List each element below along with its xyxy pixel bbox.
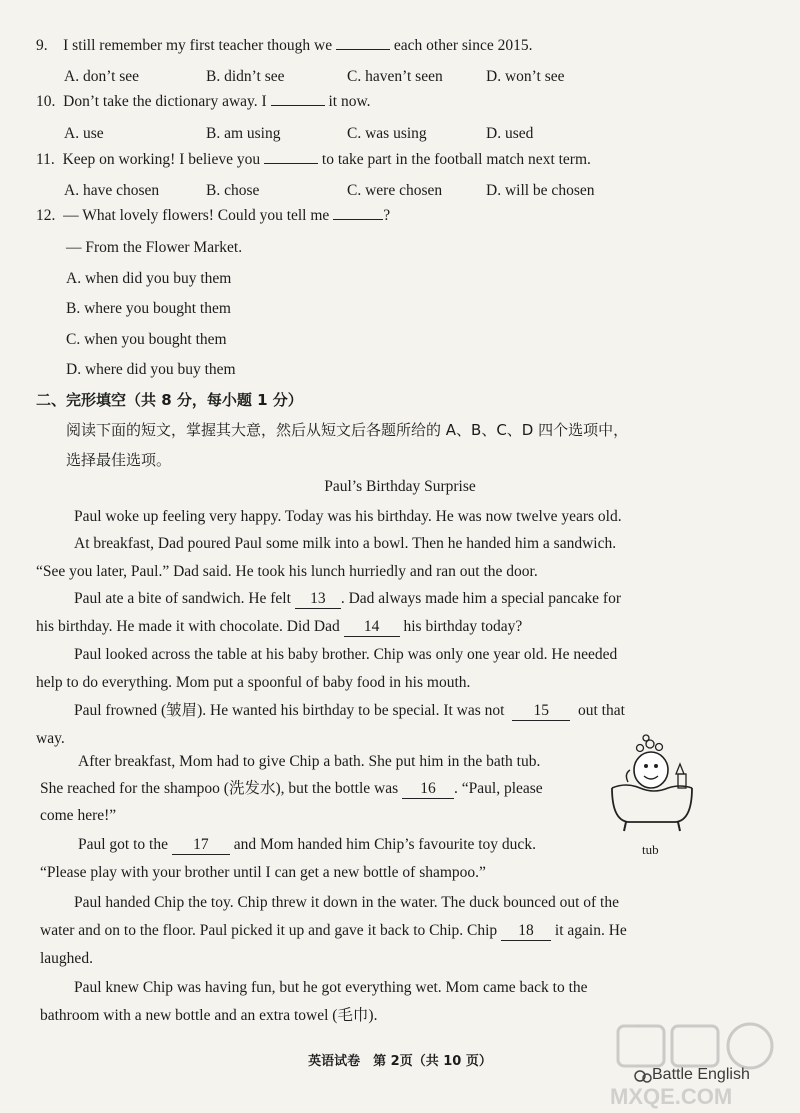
passage-line: Paul got to the 17 and Mom handed him Chip’s favourite toy duck.: [78, 836, 536, 853]
passage-line: water and on to the floor. Paul picked it up and gave it back to Chip. Chip 18 it again. He: [40, 922, 627, 939]
option-a: A. have chosen: [64, 182, 160, 199]
section-instruction: 选择最佳选项。: [66, 451, 172, 469]
cloze-blank-18: 18: [501, 922, 551, 941]
option-c: C. haven’t seen: [347, 68, 443, 85]
watermark-text: Battle English: [652, 1066, 750, 1083]
passage-line: Paul woke up feeling very happy. Today was his birthday. He was now twelve years old.: [74, 508, 622, 525]
svg-text:MXQE.COM: MXQE.COM: [610, 1084, 733, 1109]
passage-line: Paul handed Chip the toy. Chip threw it down in the water. The duck bounced out of the: [74, 894, 619, 911]
question-10: 10. Don’t take the dictionary away. I it now.: [36, 93, 371, 110]
passage-line: way.: [36, 730, 65, 747]
bathtub-illustration: [606, 734, 698, 834]
option-d: D. won’t see: [486, 68, 565, 85]
option-d: D. will be chosen: [486, 182, 595, 199]
cloze-blank-14: 14: [344, 618, 400, 637]
passage-line: Paul ate a bite of sandwich. He felt 13 . Dad always made him a special pancake for: [74, 590, 621, 607]
question-number: 9.: [36, 37, 48, 54]
option-b: B. where you bought them: [66, 300, 231, 317]
passage-line: She reached for the shampoo (洗发水), but the bottle was 16 . “Paul, please: [40, 780, 543, 797]
cloze-blank-15: 15: [512, 702, 570, 721]
section-instruction: 阅读下面的短文，掌握其大意，然后从短文后各题所给的 A、B、C、D 四个选项中，: [66, 421, 629, 439]
option-c: C. when you bought them: [66, 331, 227, 348]
question-number: 10.: [36, 93, 56, 110]
passage-line: help to do everything. Mom put a spoonful of baby food in his mouth.: [36, 674, 471, 691]
passage-line: Paul frowned (皱眉). He wanted his birthday to be special. It was not 15 out that: [74, 702, 625, 719]
illustration-label: tub: [642, 842, 659, 857]
option-b: B. am using: [206, 125, 281, 142]
passage-line: come here!”: [40, 807, 117, 824]
question-12: 12. — What lovely flowers! Could you tell me ?: [36, 207, 391, 224]
question-9: 9. I still remember my first teacher though we each other since 2015.: [36, 37, 533, 54]
answer-blank: [271, 105, 325, 106]
section-heading: 二、完形填空（共 8 分，每小题 1 分）: [36, 391, 303, 409]
passage-line: “Please play with your brother until I can get a new bottle of shampoo.”: [40, 864, 486, 881]
question-11: 11. Keep on working! I believe you to take part in the football match next term.: [36, 151, 591, 168]
option-d: D. used: [486, 125, 534, 142]
passage-line: Paul knew Chip was having fun, but he got everything wet. Mom came back to the: [74, 979, 588, 996]
passage-line: his birthday. He made it with chocolate. Did Dad 14 his birthday today?: [36, 618, 523, 635]
answer-blank: [336, 49, 390, 50]
passage-title: Paul’s Birthday Surprise: [324, 478, 476, 495]
cloze-blank-17: 17: [172, 836, 230, 855]
dialogue-line: — From the Flower Market.: [66, 239, 243, 256]
passage-line: “See you later, Paul.” Dad said. He took his lunch hurriedly and ran out the door.: [36, 563, 538, 580]
answer-blank: [333, 219, 383, 220]
option-d: D. where did you buy them: [66, 361, 236, 378]
cloze-blank-16: 16: [402, 780, 454, 799]
answer-blank: [264, 163, 318, 164]
option-c: C. were chosen: [347, 182, 443, 199]
option-c: C. was using: [347, 125, 427, 142]
question-number: 11.: [36, 151, 55, 168]
passage-line: bathroom with a new bottle and an extra towel (毛巾).: [40, 1007, 378, 1024]
passage-line: laughed.: [40, 950, 93, 967]
cloze-blank-13: 13: [295, 590, 341, 609]
option-b: B. didn’t see: [206, 68, 285, 85]
question-number: 12.: [36, 207, 56, 224]
page-footer: 英语试卷 第 2页（共 10 页）: [308, 1054, 492, 1069]
option-a: A. when did you buy them: [66, 270, 232, 287]
option-a: A. don’t see: [64, 68, 140, 85]
option-b: B. chose: [206, 182, 260, 199]
passage-line: At breakfast, Dad poured Paul some milk into a bowl. Then he handed him a sandwich.: [74, 535, 617, 552]
passage-line: After breakfast, Mom had to give Chip a bath. She put him in the bath tub.: [78, 753, 541, 770]
option-a: A. use: [64, 125, 104, 142]
watermark-logo: [600, 1020, 790, 1110]
passage-line: Paul looked across the table at his baby brother. Chip was only one year old. He needed: [74, 646, 618, 663]
